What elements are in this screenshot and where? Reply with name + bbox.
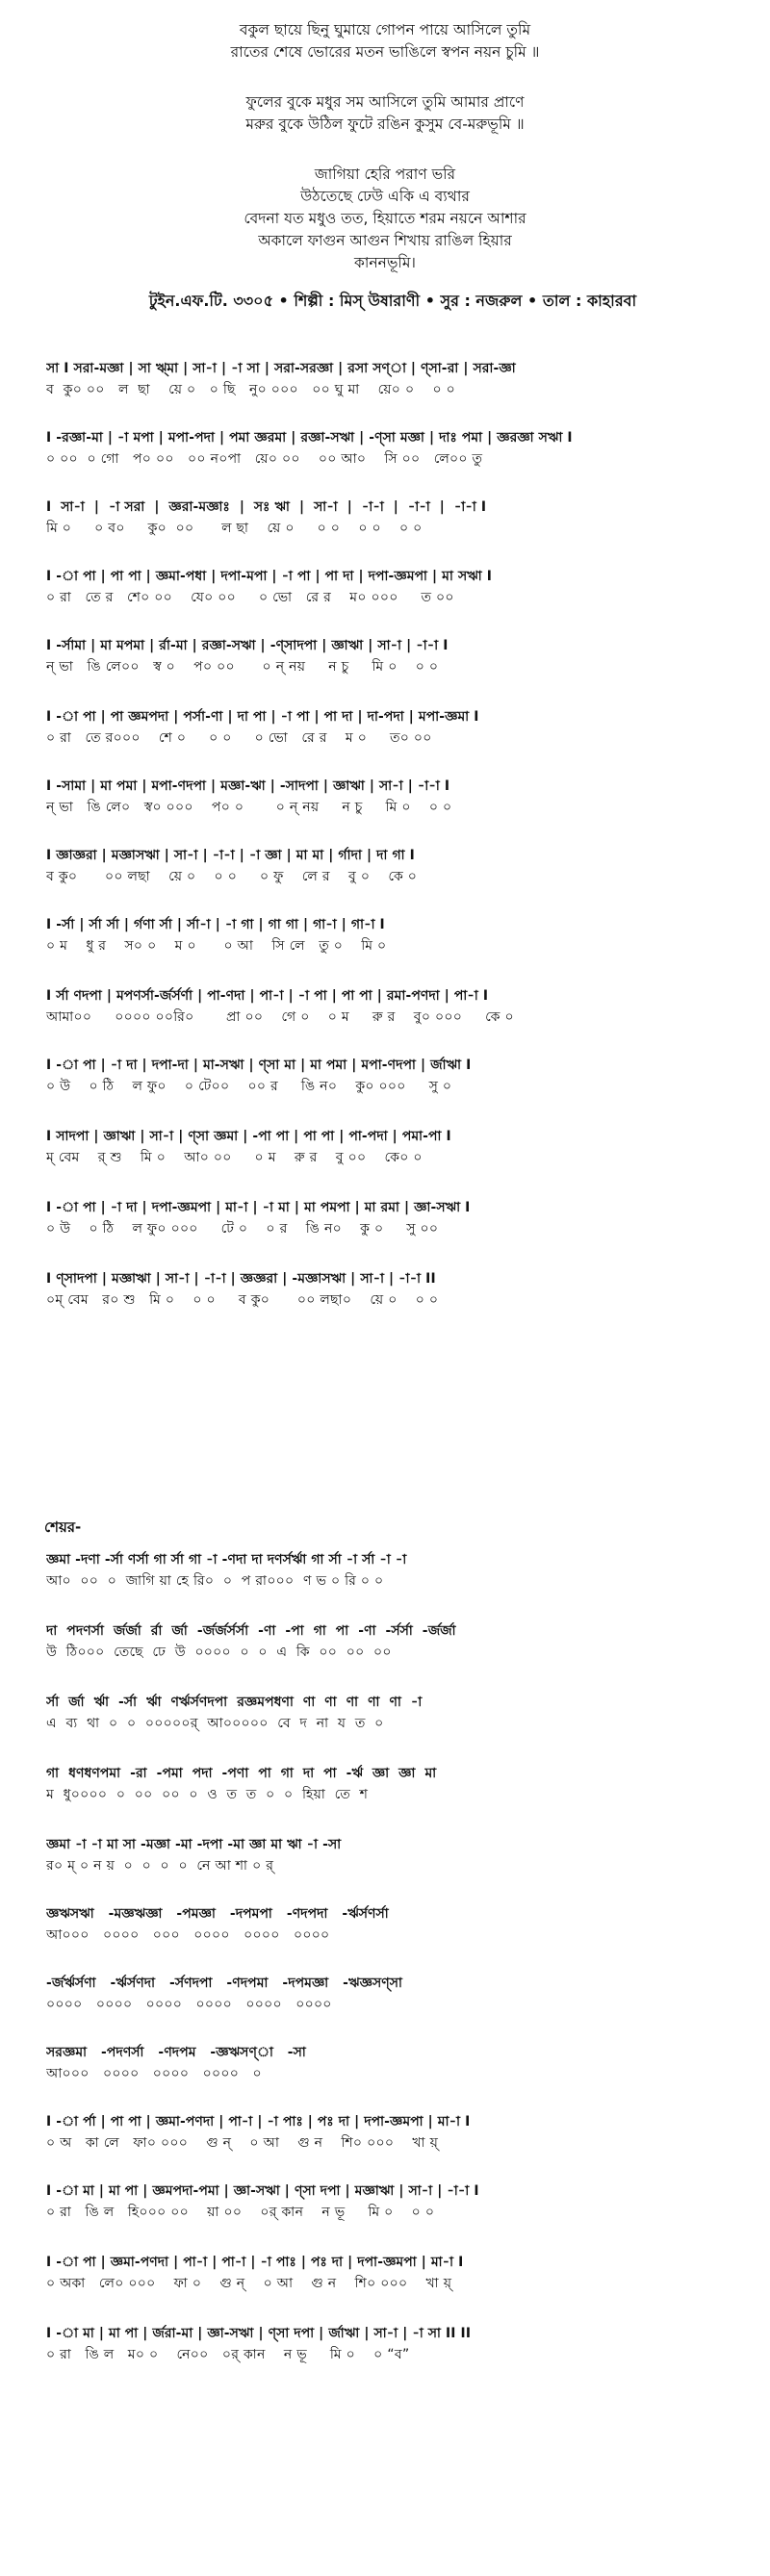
notation-row-notes: I র্সা ণদপা | মপণর্সা-র্জর্সর্ণা | পা-ণদা | পা-া | -া পা | পা পা | রমা-পণদা | পা-া I [46,988,489,1004]
notation-row-notes: I সাদপা | জ্ঞাঋা | সা-া | ণ্‌সা জ্ঞমা | -পা পা | পা পা | পা-পদা | পমা-পা I [46,1129,451,1144]
poem-line-8: উঠতেছে ঢেউ একি এ ব্যথার [300,188,470,205]
notation-row-lyric: এ ব্য থা ০ ০ ০০০০০র্ আ০০০০০ বে দ না য ত ০ [46,1716,384,1731]
notation-row-notes: I -সামা | মা পমা | মপা-ণদপা | মজ্ঞা-ঋা | -সাদপা | জ্ঞাঋা | সা-া | -া-া I [46,778,450,794]
notation-row-lyric: ০ রা ঙি ল হি০০০ ০০ য়া ০০ ০র্ কান ন ভূ মি ০ ০ ০ [46,2205,435,2220]
notation-row-lyric: ব কু০ ০০ ল ছা য়ে ০ ০ ছি নু০ ০০০ ০০ ঘু মা য়ে০ ০ ০ ০ [46,382,455,397]
notation-row-lyric: ০ উ ০ ঠি ল ফু০ ০০০ টে ০ ০ র ঙি ন০ কু ০ সু ০০ [46,1221,439,1237]
notation-row-notes: র্সা র্জা র্ঋা -র্সা র্ঋা ণর্ঋর্সণদপা রজ্ঞমপধণা ণা ণা ণা ণা ণা -া [46,1695,423,1710]
notation-row-notes: I -া পা | পা জ্ঞমপদা | পর্সা-ণা | দা পা | -া পা | পা দা | দা-পদা | মপা-জ্ঞমা I [46,709,479,725]
notation-row-notes: -র্জর্ঋর্সণা -র্ঋর্সণদা -র্সণদপা -ণদপমা -দপমজ্ঞা -ঋজ্ঞসণ্‌সা [46,1976,402,1991]
notation-row-notes: I -া র্পা | পা পা | জ্ঞমা-পণদা | পা-া | -া পাঃ | পঃ দা | দপা-জ্ঞমপা | মা-া I [46,2114,471,2130]
notation-row-lyric: ম ধু০০০০ ০ ০০ ০০ ০ ও ত ত ০ ০ হিয়া তে শ [46,1787,369,1802]
poem-line-1: বকুল ছায়ে ছিনু ঘুমায়ে গোপন পায়ে আসিলে তুমি [239,21,531,38]
notation-row-notes: I -া পা | -া দা | দপা-জ্ঞমপা | মা-া | -া মা | মা পমপা | মা রমা | জ্ঞা-সঋা I [46,1200,471,1215]
notation-row-lyric: মি ০ ০ ব০ কু০ ০০ ল ছা য়ে ০ ০ ০ ০ ০ ০ ০ [46,521,423,536]
poem-line-10: অকালে ফাগুন আগুন শিখায় রাঙিল হিয়ার [258,232,512,249]
notation-row-lyric: উ ঠি০০০ তেছে ঢে উ ০০০০ ০ ০ এ কি ০০ ০০ ০০ [46,1645,392,1660]
notation-row-lyric: ০০০০ ০০০০ ০০০০ ০০০০ ০০০০ ০০০০ [46,1997,332,2012]
poem-line-7: জাগিয়া হেরি পরাণ ভরি [314,166,456,183]
poem-line-5: মরুর বুকে উঠিল ফুটে রঙিন কুসুম বে-মরুভূমি ॥ [245,115,525,133]
notation-row-lyric: আ০০০ ০০০০ ০০০ ০০০০ ০০০০ ০০০০ [46,1927,330,1943]
notation-row-lyric: ০ উ ০ ঠি ল ফু০ ০ টে০০ ০০ র ঙি ন০ কু০ ০০০ সু ০ [46,1079,452,1094]
notation-row-lyric: ন্ ভা ঙি লে০ স্ব০ ০০০ প০ ০ ০ ন্ নয় ন চু মি ০ ০ ০ [46,800,452,815]
section-label: শেয়র- [44,1518,82,1536]
notation-row-notes: সা I সরা-মজ্ঞা | সা ঋ্মা | সা-া | -া সা | সরা-সরজ্ঞা | রসা সণ্‌া | ণ্‌সা-রা | সরা-জ্ঞা [46,361,516,376]
notation-row-lyric: ০ অকা লে০ ০০০ ফা ০ গু ন্ ০ আ গু ন শি০ ০০০ খা য়্ [46,2276,452,2291]
notation-row-lyric: ০ রা তে র শে০ ০০ যে০ ০০ ০ ভো রে র ম০ ০০০ ত ০০ [46,590,454,605]
notation-row-lyric: আ০ ০০ ০ জাগি য়া হে রি০ ০ প রা০০০ ণ ভ ০ রি ০ ০ [46,1573,384,1589]
notation-row-notes: I -া পা | জ্ঞমা-পণদা | পা-া | পা-া | -া পাঃ | পঃ দা | দপা-জ্ঞমপা | মা-া I [46,2255,464,2270]
notation-row-notes: I -র্সামা | মা মপমা | র্রা-মা | রজ্ঞা-সঋা | -ণ্‌সাদপা | জ্ঞাঋা | সা-া | -া-া I [46,638,449,653]
notation-row-lyric: র০ ম্ ০ ন য় ০ ০ ০ ০ নে আ শা ০ র্ [46,1858,274,1874]
poem-line-4: ফুলের বুকে মধুর সম আসিলে তুমি আমার প্রাণে [245,93,525,111]
notation-row-lyric: ব কু০ ০০ লছা য়ে ০ ০ ০ ০ ফু লে র বু ০ কে ০ [46,869,418,884]
poem-line-11: কাননভূমি। [354,254,416,271]
notation-row-lyric: ০ অ কা লে ফা০ ০০০ গু ন্ ০ আ গু ন শি০ ০০০ খা য়্ [46,2135,439,2151]
notation-row-lyric: ম্ বেম র্ শু মি ০ আ০ ০০ ০ ম রু র বু ০০ কে০ ০ [46,1150,423,1165]
notation-row-notes: I সা-া | -া সরা | জ্ঞরা-মজ্ঞাঃ | সঃ ঋা | সা-া | -া-া | -া-া | -া-া I [46,499,487,515]
notation-row-lyric: ০ম্ বেম র০ শু মি ০ ০ ০ ব কু০ ০০ লছা০ য়ে ০ ০ ০ [46,1292,439,1308]
notation-row-notes: I -া পা | পা পা | জ্ঞমা-পধা | দপা-মপা | -া পা | পা দা | দপা-জ্ঞমপা | মা সঋা I [46,569,493,584]
notation-row-lyric: ন্ ভা ঙি লে০০ স্ব ০ প০ ০০ ০ ন্ নয় ন চু মি ০ ০ ০ [46,659,439,675]
notation-row-notes: I ণ্‌সাদপা | মজ্ঞাঋা | সা-া | -া-া | জ্ঞজ্ঞরা | -মজ্ঞাসঋা | সা-া | -া-া II [46,1271,436,1287]
notation-row-notes: I জ্ঞাজ্ঞরা | মজ্ঞাসঋা | সা-া | -া-া | -া জ্ঞা | মা মা | র্গাদা | দা গা I [46,848,415,863]
notation-row-notes: I -র্সা | র্সা র্সা | র্গণা র্সা | র্সা-া | -া গা | গা গা | গা-া | গা-া I [46,917,385,932]
notation-row-notes: সরজ্ঞমা -পদণর্সা -ণদপম -জ্ঞঋসণ্‌া -সা [46,2045,306,2060]
record-credits: টুইন.এফ.টি. ৩৩০৫ • শিল্পী : মিস্ উষারাণী • সুর : নজরুল • তাল : কাহারবা [148,292,637,310]
notation-row-notes: I -া মা | মা পা | জ্ঞমপদা-পমা | জ্ঞা-সঋা | ণ্‌সা দপা | মজ্ঞাঋা | সা-া | -া-া I [46,2183,479,2199]
notation-row-lyric: ০ ম ধু র স০ ০ ম ০ ০ আ সি লে তু ০ মি ০ [46,938,387,954]
notation-row-notes: I -া পা | -া দা | দপা-দা | মা-সঋা | ণ্‌সা মা | মা পমা | মপা-ণদপা | র্জাঋা I [46,1058,472,1073]
notation-row-notes: গা ধণধণপমা -রা -পমা পদা -পণা পা গা দা পা -র্ঋ জ্ঞা জ্ঞা মা [46,1766,437,1781]
poem-line-2: রাতের শেষে ভোরের মতন ভাঙিলে স্বপন নয়ন চুমি ॥ [230,43,540,61]
notation-row-lyric: ০ রা ঙি ল ম০ ০ নে০০ ০র্ কান ন ভূ মি ০ ০ “ব” [46,2347,410,2362]
notation-row-notes: জ্ঞমা -া -া মা সা -মজ্ঞা -মা -দপা -মা জ্ঞা মা ঋা -া -সা [46,1837,342,1852]
notation-row-lyric: আ০০০ ০০০০ ০০০০ ০০০০ ০ [46,2066,262,2081]
notation-row-notes: দা পদণর্সা র্জর্জা র্রা র্জা -র্জর্জর্সর্সা -ণা -পা গা পা -ণা -র্সর্সা -র্জর্জা [46,1623,456,1639]
notation-row-notes: জ্ঞঋসঋা -মজ্ঞঋজ্ঞা -পমজ্ঞা -দপমপা -ণদপদা -র্ঋর্সণর্সা [46,1906,389,1922]
notation-row-lyric: ০ ০০ ০ গো প০ ০০ ০০ ন০পা য়ে০ ০০ ০০ আ০ সি ০০ লে০০ তু [46,451,483,467]
notation-row-notes: জ্ঞমা -দণা -র্সা ণর্সা গা র্সা গা -া -ণদা দা দণর্সর্ঋা গা র্সা -া র্সা -া -া [46,1552,407,1568]
notation-row-notes: I -রজ্ঞা-মা | -া মপা | মপা-পদা | পমা জ্ঞরমা | রজ্ঞা-সঋা | -ণ্‌সা মজ্ঞা | দাঃ পমা | জ্ঞরজ্ঞা সঋা I [46,430,573,446]
poem-line-9: বেদনা যত মধুও তত, হিয়াতে শরম নয়নে আশার [244,210,526,227]
notation-row-lyric: আমা০০ ০০০০ ০০রি০ প্রা ০০ গে ০ ০ ম রু র বু০ ০০০ কে ০ [46,1009,514,1025]
notation-row-lyric: ০ রা তে র০০০ শে ০ ০ ০ ০ ভো রে র ম ০ ত০ ০০ [46,730,432,746]
notation-row-notes: I -া মা | মা পা | র্জরা-মা | জ্ঞা-সঋা | ণ্‌সা দপা | র্জাঋা | সা-া | -া সা II II [46,2326,472,2341]
